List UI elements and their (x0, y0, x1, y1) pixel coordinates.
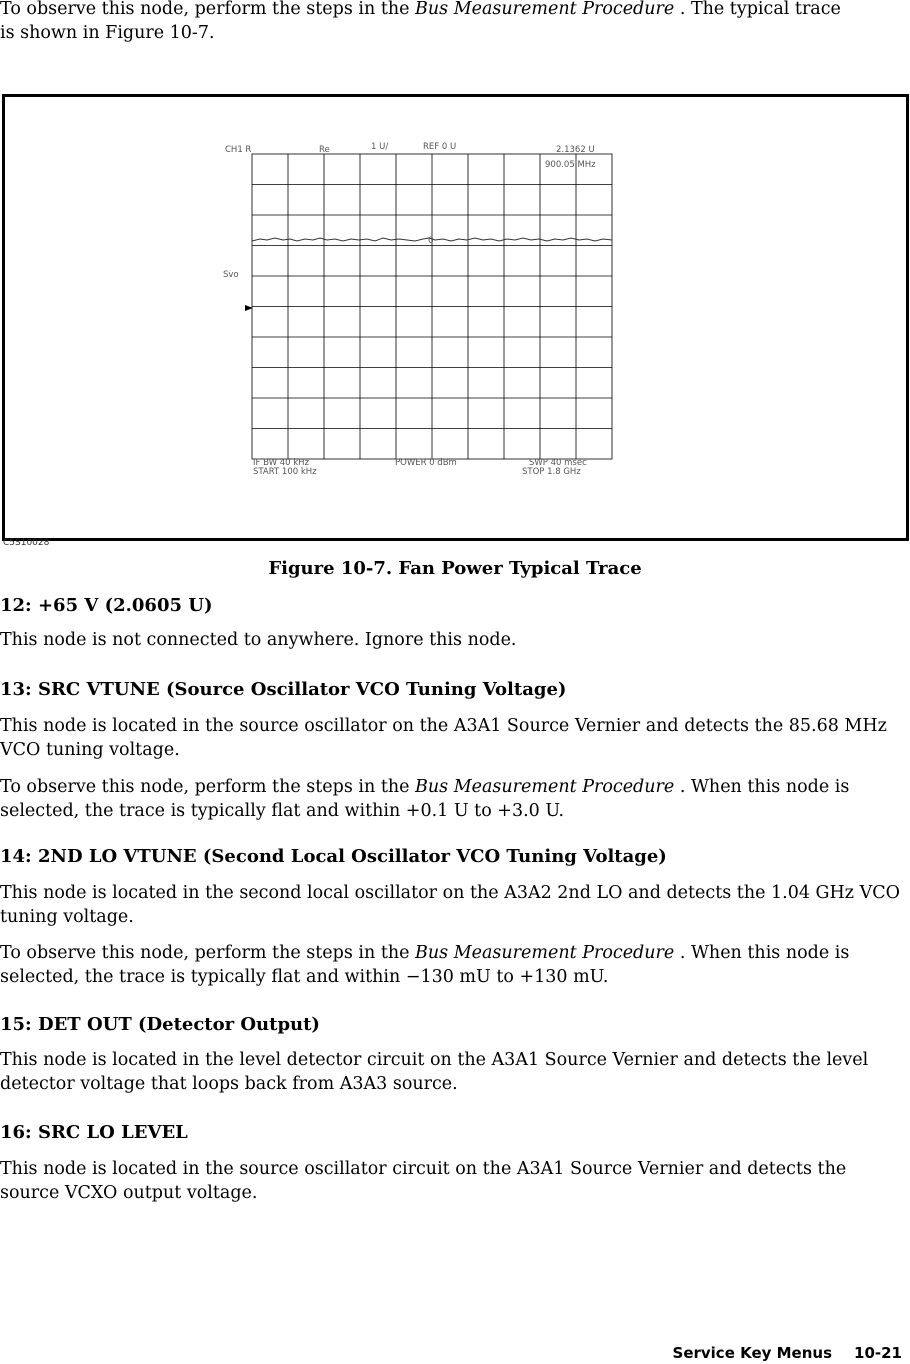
page-footer (673, 1344, 902, 1362)
section-12-heading: 12: +65 V (2.0605 U) (0, 595, 213, 616)
section-13-paragraph-1: This node is located in the source oscillator on the A3A1 Source Vernier and detects the 85.68 MHz VCO tuning voltage. (0, 716, 887, 760)
section-14-paragraph-2: To observe this node, perform the steps in the Bus Measurement Procedure . When this node is selected, the trace is typically flat and within −130 mU to +130 mU. (0, 943, 850, 987)
analyzer-screen (5, 97, 906, 538)
marker-number: 0 (428, 236, 434, 246)
figure-caption: Figure 10-7. Fan Power Typical Trace (268, 558, 642, 579)
procedure-reference: Bus Measurement Procedure (415, 0, 675, 19)
section-16-heading: 16: SRC LO LEVEL (0, 1122, 188, 1143)
section-16-paragraph: This node is located in the source oscillator circuit on the A3A1 Source Vernier and detects the source VCXO output voltage. (0, 1159, 847, 1203)
start-frequency: START 100 kHz (253, 467, 317, 477)
section-15-paragraph: This node is located in the level detector circuit on the A3A1 Source Vernier and detects the level detector voltage that loops back from A3A3 source. (0, 1050, 869, 1094)
section-14-heading: 14: 2ND LO VTUNE (Second Local Oscillator VCO Tuning Voltage) (0, 846, 667, 867)
format-label: Re (319, 145, 330, 155)
stop-frequency: STOP 1.8 GHz (522, 467, 581, 477)
scale-label: 1 U/ (371, 142, 389, 152)
figure-id: C5S10028 (3, 538, 50, 548)
reference-label: REF 0 U (423, 142, 457, 152)
marker-frequency: 900.05 MHz (545, 160, 596, 170)
sweep-time: SWP 40 msec (529, 458, 587, 468)
section-13-paragraph-2: To observe this node, perform the steps in the Bus Measurement Procedure . When this node is selected, the trace is typically flat and within +0.1 U to +3.0 U. (0, 777, 850, 821)
section-15-heading: 15: DET OUT (Detector Output) (0, 1014, 320, 1035)
footer-section-title: Service Key Menus (672, 1344, 833, 1362)
section-12-paragraph: This node is not connected to anywhere. Ignore this node. (0, 630, 517, 650)
procedure-reference: Bus Measurement Procedure (415, 777, 675, 797)
power-level: POWER 0 dBm (395, 458, 457, 468)
figure-frame (2, 94, 909, 541)
channel-label: CH1 R (225, 145, 252, 155)
intro-paragraph: To observe this node, perform the steps in the Bus Measurement Procedure . The typical trace is shown in Figure 10-7. (0, 0, 841, 43)
page-number: 10-21 (854, 1344, 902, 1362)
if-bandwidth: IF BW 40 kHz (253, 458, 310, 468)
side-label: Svo (223, 270, 239, 280)
marker-value: 2.1362 U (556, 145, 595, 155)
graticule (252, 154, 612, 459)
procedure-reference: Bus Measurement Procedure (415, 943, 675, 963)
section-13-heading: 13: SRC VTUNE (Source Oscillator VCO Tuning Voltage) (0, 679, 567, 700)
section-14-paragraph-1: This node is located in the second local oscillator on the A3A2 2nd LO and detects the 1.04 GHz VCO tuning voltage. (0, 883, 900, 927)
